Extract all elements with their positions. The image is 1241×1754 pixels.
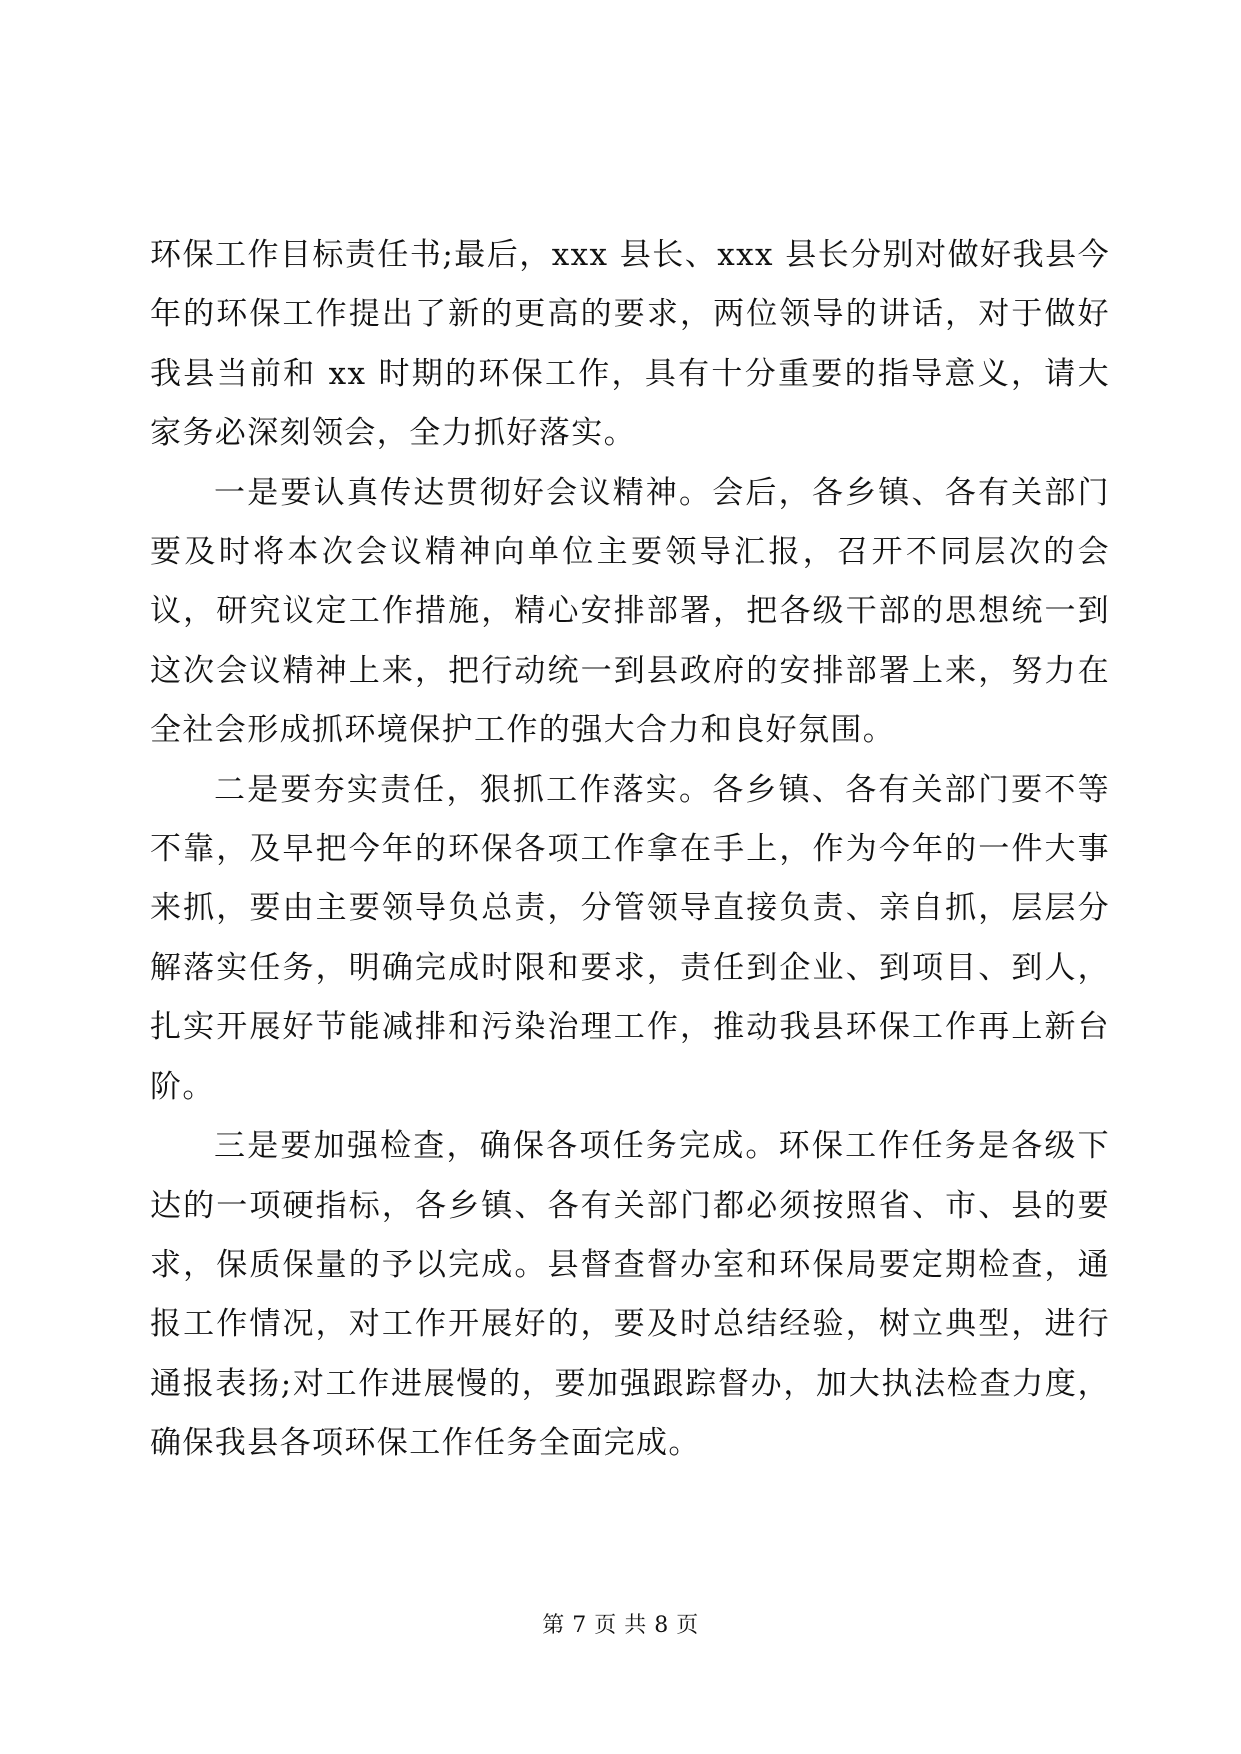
paragraph-point-three: 三是要加强检查，确保各项任务完成。环保工作任务是各级下达的一项硬指标，各乡镇、各有关部门都必须按照省、市、县的要求，保质保量的予以完成。县督查督办室和环保局要定期检查，通报工作情况，对工作开展好的，要及时总结经验，树立典型，进行通报表扬;对工作进展慢的，要加强跟踪督办，加大执法检查力度，确保我县各项环保工作任务全面完成。 xyxy=(150,1128,1110,1462)
paragraph-point-two: 二是要夯实责任，狠抓工作落实。各乡镇、各有关部门要不等不靠，及早把今年的环保各项工作拿在手上，作为今年的一件大事来抓，要由主要领导负总责，分管领导直接负责、亲自抓，层层分解落实任务，明确完成时限和要求，责任到企业、到项目、到人，扎实开展好节能减排和污染治理工作，推动我县环保工作再上新台阶。 xyxy=(150,771,1110,1105)
document-body xyxy=(150,226,1110,1474)
paragraph-closing-remarks: 环保工作目标责任书;最后，xxx 县长、xxx 县长分别对做好我县今年的环保工作提出了新的更高的要求，两位领导的讲话，对于做好我县当前和 xx 时期的环保工作，具有十分重要的指导意义，请大家务必深刻领会，全力抓好落实。 xyxy=(150,237,1110,452)
paragraph-point-one: 一是要认真传达贯彻好会议精神。会后，各乡镇、各有关部门要及时将本次会议精神向单位主要领导汇报，召开不同层次的会议，研究议定工作措施，精心安排部署，把各级干部的思想统一到这次会议精神上来，把行动统一到县政府的安排部署上来，努力在全社会形成抓环境保护工作的强大合力和良好氛围。 xyxy=(150,474,1110,749)
page-number-footer: 第 7 页 共 8 页 xyxy=(542,1613,699,1638)
